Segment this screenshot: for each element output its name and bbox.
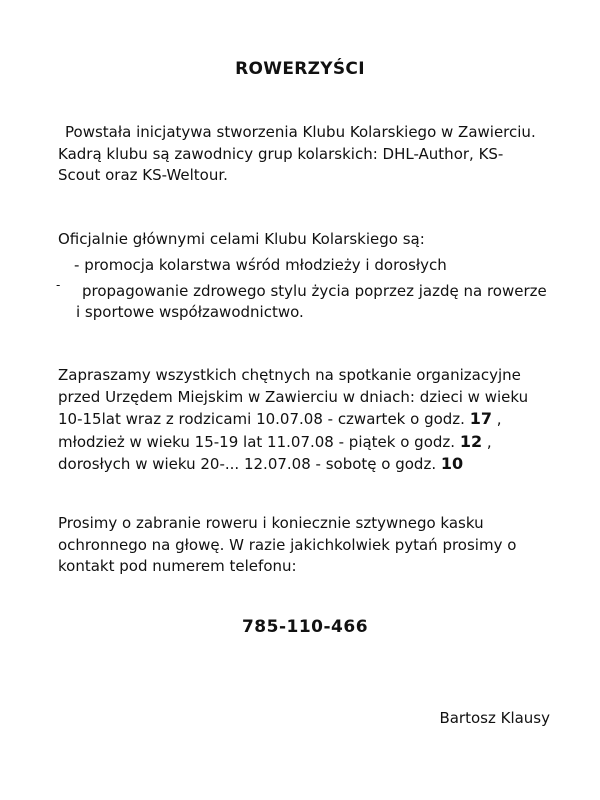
- signature: Bartosz Klausy: [439, 709, 550, 727]
- invitation-line: [58, 387, 528, 409]
- goals-list: [58, 255, 547, 324]
- intro-paragraph: [58, 122, 536, 187]
- invitation-line: [58, 365, 528, 387]
- request-paragraph: [58, 513, 516, 578]
- invitation-tail: ,: [491, 410, 502, 428]
- invitation-line: [58, 408, 528, 431]
- invitation-line: [58, 431, 528, 454]
- goal-item: [58, 255, 547, 277]
- goal-dash: -: [74, 256, 80, 274]
- invitation-line: [58, 453, 528, 476]
- goal-text-continued: i sportowe współzawodnictwo.: [76, 303, 304, 321]
- goal-item: [56, 277, 547, 324]
- intro-line: Scout oraz KS-Weltour.: [58, 166, 228, 184]
- invitation-text: przed Urzędem Miejskim w Zawierciu w dniach: dzieci w wieku: [58, 387, 529, 406]
- phone-number: 785-110-466: [241, 617, 369, 637]
- request-line: ochronnego na głowę. W razie jakichkolwiek pytań prosimy o: [58, 535, 517, 554]
- invitation-paragraph: [58, 365, 528, 476]
- meeting-hour: 10: [440, 454, 464, 473]
- invitation-text: młodzież w wieku 15-19 lat 11.07.08 - piątek o godz.: [58, 432, 460, 451]
- intro-line: Kadrą klubu są zawodnicy grup kolarskich: DHL-Author, KS-: [58, 144, 504, 163]
- invitation-tail: ,: [482, 432, 492, 451]
- document-title: ROWERZYŚCI: [235, 59, 365, 79]
- invitation-text: dorosłych w wieku 20-... 12.07.08 - sobotę o godz.: [58, 455, 441, 473]
- meeting-hour: 17: [469, 409, 492, 428]
- invitation-text: 10-15lat wraz z rodzicami 10.07.08 - czwartek o godz.: [58, 410, 470, 428]
- request-line: Prosimy o zabranie roweru i koniecznie sztywnego kasku: [58, 514, 484, 532]
- goal-text: promocja kolarstwa wśród młodzieży i dorosłych: [84, 256, 447, 274]
- goal-text: propagowanie zdrowego stylu życia poprzez jazdę na rowerze: [82, 281, 547, 300]
- goal-dash: -: [56, 277, 61, 292]
- intro-line: Powstała inicjatywa stworzenia Klubu Kolarskiego w Zawierciu.: [65, 123, 536, 141]
- request-line: kontakt pod numerem telefonu:: [58, 557, 297, 575]
- meeting-hour: 12: [459, 431, 483, 451]
- invitation-text: Zapraszamy wszystkich chętnych na spotkanie organizacyjne: [58, 366, 521, 384]
- goals-heading: Oficjalnie głównymi celami Klubu Kolarskiego są:: [58, 230, 425, 248]
